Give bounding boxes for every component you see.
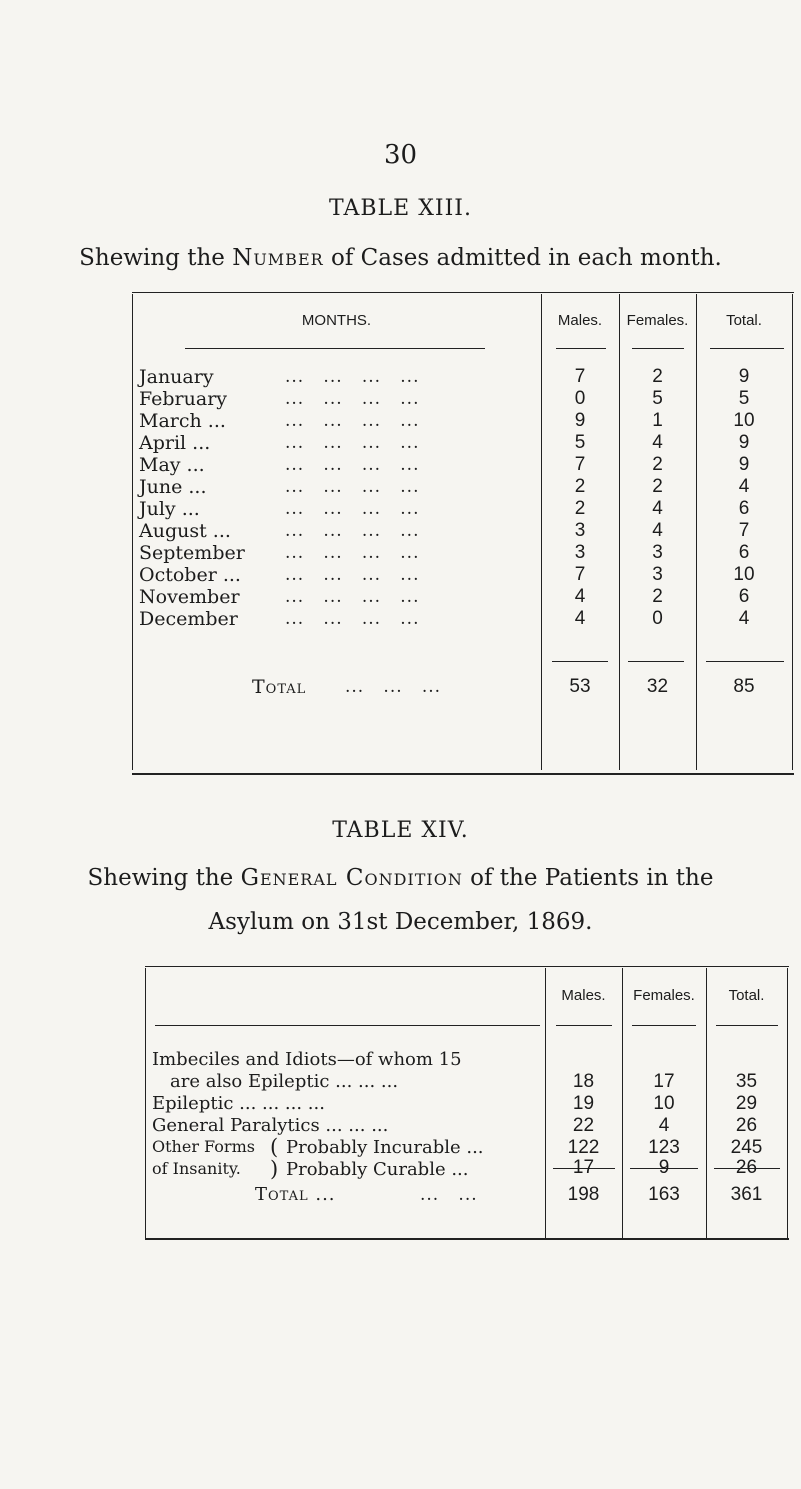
condition-label: Probably Incurable ... [286, 1137, 484, 1158]
males-cell: 3 [574, 520, 586, 541]
month-label: August ... [139, 520, 231, 542]
month-label: October ... [139, 564, 241, 586]
table14-header-males: Males. [561, 987, 606, 1004]
table13-header-months: MONTHS. [301, 312, 372, 329]
condition-label: General Paralytics ... ... ... [152, 1115, 389, 1136]
table14-header-underline [632, 1025, 696, 1026]
month-label: November [139, 586, 240, 608]
month-label: February [139, 388, 228, 410]
table13-header-males: Males. [557, 312, 603, 329]
table14-top-rule [145, 966, 789, 967]
females-cell: 9 [658, 1157, 670, 1178]
males-cell: 122 [567, 1137, 600, 1158]
total-cell: 9 [738, 432, 750, 453]
table14-title: TABLE XIV. [332, 818, 469, 843]
brace-bottom: ) [270, 1157, 279, 1181]
month-label: April ... [139, 432, 211, 454]
total-cell: 7 [738, 520, 750, 541]
females-cell: 2 [652, 586, 663, 607]
males-cell: 4 [574, 608, 586, 629]
total-cell: 26 [735, 1115, 758, 1136]
leader-dots: ... ... ... ... [285, 389, 420, 409]
table13-bottom-rule [132, 773, 794, 775]
total-cell: 6 [738, 586, 750, 607]
table13-total-rule [628, 661, 684, 662]
females-cell: 4 [652, 498, 663, 519]
table13-title: TABLE XIII. [329, 196, 472, 221]
leader-dots: ... ... ... ... [285, 433, 420, 453]
females-cell: 2 [652, 366, 663, 387]
total-cell: 4 [738, 476, 750, 497]
leader-dots: ... ... ... ... [285, 411, 420, 431]
total-cell: 6 [738, 542, 750, 563]
table14-header-underline [556, 1025, 612, 1026]
month-label: December [139, 608, 238, 630]
males-cell: 2 [574, 498, 586, 519]
table13-header-females: Females. [626, 312, 689, 329]
table14-left-rule [145, 968, 146, 1238]
total-cell: 10 [733, 564, 755, 585]
table13-header-underline [185, 348, 485, 349]
females-cell: 10 [653, 1093, 675, 1114]
leader-dots: ... ... ... ... [285, 543, 420, 563]
month-label: May ... [139, 454, 205, 476]
females-cell: 4 [658, 1115, 670, 1136]
females-cell: 2 [652, 454, 663, 475]
females-cell: 5 [652, 388, 663, 409]
total-cell: 5 [738, 388, 750, 409]
males-cell: 4 [574, 586, 586, 607]
leader-dots: ... ... [420, 1185, 478, 1205]
leader-dots: ... ... ... ... [285, 455, 420, 475]
total-cell: 4 [738, 608, 750, 629]
females-total: 163 [648, 1184, 680, 1205]
total-cell: 26 [735, 1157, 758, 1178]
males-cell: 22 [572, 1115, 595, 1136]
leader-dots: ... ... ... ... [285, 609, 420, 629]
total-cell: 6 [738, 498, 750, 519]
females-cell: 4 [652, 520, 663, 541]
condition-label: Epileptic ... ... ... ... [152, 1093, 325, 1114]
total-cell: 245 [730, 1137, 763, 1158]
leader-dots: ... ... ... ... [285, 367, 420, 387]
males-cell: 17 [572, 1157, 595, 1178]
leader-dots: ... ... ... ... [285, 521, 420, 541]
month-label: June ... [139, 476, 207, 498]
table13-subtitle: Shewing the Number of Cases admitted in each month. [79, 245, 722, 271]
males-cell: 0 [574, 388, 586, 409]
total-label: Total ... [255, 1184, 336, 1205]
grand-total: 85 [733, 676, 755, 697]
table14-header-underline [716, 1025, 778, 1026]
table14-header-underline [155, 1025, 540, 1026]
leader-dots: ... ... ... ... [285, 587, 420, 607]
total-cell: 9 [738, 454, 750, 475]
leader-dots: ... ... ... ... [285, 477, 420, 497]
total-cell: 35 [735, 1071, 758, 1092]
total-cell: 9 [738, 366, 750, 387]
table14-header-total: Total. [728, 987, 765, 1004]
month-label: September [139, 542, 245, 564]
leader-dots: ... ... ... [345, 677, 442, 697]
males-cell: 2 [574, 476, 586, 497]
leader-dots: ... ... ... ... [285, 499, 420, 519]
table14-right-rule [787, 968, 788, 1238]
males-cell: 7 [574, 366, 586, 387]
table13-left-rule [132, 294, 133, 770]
total-label: Total [252, 676, 307, 698]
females-total: 32 [646, 676, 669, 697]
females-cell: 3 [652, 542, 663, 563]
table13-total-rule [552, 661, 608, 662]
females-cell: 4 [652, 432, 663, 453]
leader-dots: ... ... ... ... [285, 565, 420, 585]
table13-total-rule [706, 661, 784, 662]
males-cell: 3 [574, 542, 586, 563]
males-cell: 9 [574, 410, 586, 431]
total-cell: 29 [735, 1093, 758, 1114]
males-total: 53 [569, 676, 591, 697]
total-cell: 10 [733, 410, 755, 431]
of-insanity-label: of Insanity. [152, 1159, 241, 1178]
females-cell: 3 [652, 564, 663, 585]
females-cell: 0 [652, 608, 663, 629]
females-cell: 2 [652, 476, 663, 497]
month-label: January [139, 366, 214, 388]
table13-top-rule [132, 292, 794, 293]
table14-header-females: Females. [633, 987, 695, 1004]
page-number: 30 [383, 140, 418, 170]
males-cell: 18 [572, 1071, 595, 1092]
females-cell: 1 [652, 410, 663, 431]
table14-bottom-rule [145, 1238, 789, 1240]
table14-subtitle: Shewing the General Condition of the Patients in the [87, 865, 714, 891]
condition-label: Probably Curable ... [286, 1159, 469, 1180]
month-label: July ... [139, 498, 200, 520]
males-cell: 7 [574, 454, 586, 475]
table13-right-rule [792, 294, 793, 770]
grand-total: 361 [730, 1184, 763, 1205]
females-cell: 17 [653, 1071, 675, 1092]
table13-header-underline [556, 348, 606, 349]
month-label: March ... [139, 410, 226, 432]
females-cell: 123 [648, 1137, 680, 1158]
condition-label: Imbeciles and Idiots—of whom 15 [152, 1049, 462, 1070]
other-forms-label: Other Forms [152, 1137, 255, 1156]
table13-header-underline [710, 348, 784, 349]
males-cell: 7 [574, 564, 586, 585]
males-cell: 19 [572, 1093, 595, 1114]
males-total: 198 [567, 1184, 600, 1205]
brace-top: ( [270, 1135, 279, 1159]
table14-subtitle-line2: Asylum on 31st December, 1869. [208, 909, 593, 935]
males-cell: 5 [574, 432, 586, 453]
condition-label-cont: are also Epileptic ... ... ... [170, 1071, 399, 1092]
table13-header-underline [632, 348, 684, 349]
table13-header-total: Total. [726, 312, 762, 329]
